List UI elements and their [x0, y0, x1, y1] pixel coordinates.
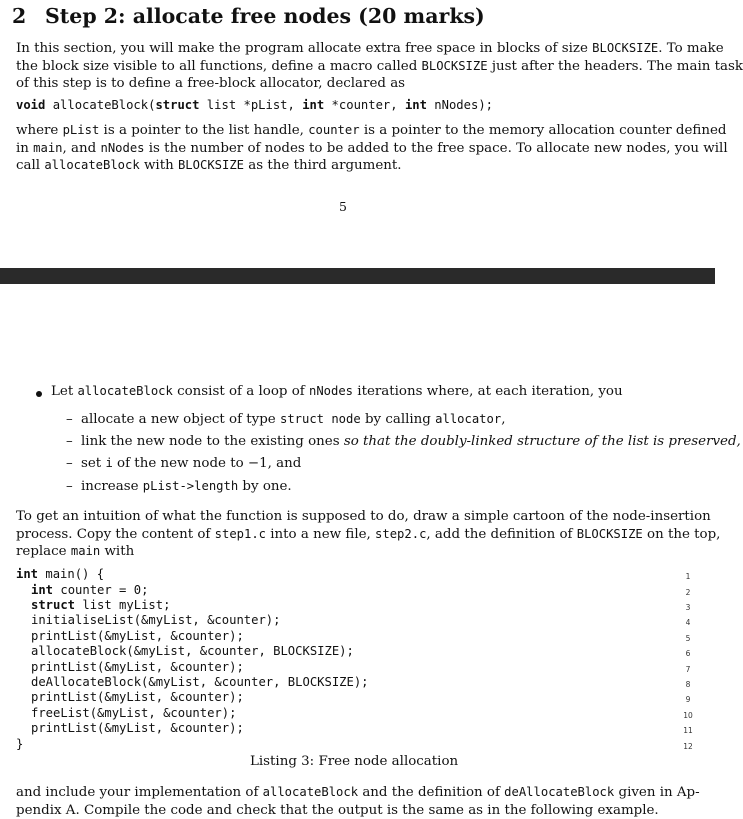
line-number: 11	[680, 726, 696, 735]
explain-line-1: where pList is a pointer to the list handle, counter is a pointer to the memory allocation counter defined	[16, 122, 676, 140]
sub-item-increase: – increase pList->length by one.	[66, 479, 292, 494]
line-number: 12	[680, 742, 696, 751]
page-break-divider	[0, 268, 715, 284]
closing-paragraph	[16, 784, 676, 819]
closing-line-2: pendix A. Compile the code and check that the output is the same as in the following example.	[16, 802, 676, 819]
sub-item-set: – set i of the new node to −1, and	[66, 456, 301, 471]
intro-line-1: In this section, you will make the program allocate extra free space in blocks of size BLOCKSIZE. To make	[16, 40, 676, 58]
line-number: 3	[680, 603, 696, 612]
line-number: 9	[680, 695, 696, 704]
line-number: 8	[680, 680, 696, 689]
intro-line-2: the block size visible to all functions, define a macro called BLOCKSIZE just after the headers. The main task	[16, 58, 676, 76]
code-line: initialiseList(&myList, &counter);	[31, 613, 280, 627]
closing-line-1: and include your implementation of allocateBlock and the definition of deAllocateBlock given in Ap-	[16, 784, 676, 802]
intuition-line-1: To get an intuition of what the function is supposed to do, draw a simple cartoon of the node-insertion	[16, 508, 676, 526]
sub-item-link: – link the new node to the existing ones so that the doubly-linked structure of the list is preserved,	[66, 434, 741, 449]
code-line: allocateBlock(&myList, &counter, BLOCKSIZE);	[31, 644, 354, 658]
line-number: 2	[680, 588, 696, 597]
section-number: 2	[12, 4, 45, 28]
code-line: printList(&myList, &counter);	[31, 721, 244, 735]
intro-line-3: of this step is to define a free-block allocator, declared as	[16, 75, 676, 93]
intuition-paragraph	[16, 508, 676, 561]
listing-caption: Listing 3: Free node allocation	[250, 754, 458, 769]
bullet-item: Let allocateBlock consist of a loop of nNodes iterations where, at each iteration, you	[51, 384, 623, 399]
function-declaration: void allocateBlock(struct list *pList, int *counter, int nNodes);	[16, 98, 493, 112]
line-number: 5	[680, 634, 696, 643]
code-line: printList(&myList, &counter);	[31, 660, 244, 674]
intuition-line-3: replace main with	[16, 543, 676, 561]
explanation-paragraph	[16, 122, 676, 175]
intro-paragraph	[16, 40, 676, 93]
explain-line-2: in main, and nNodes is the number of nodes to be added to the free space. To allocate new nodes, you will	[16, 140, 676, 158]
section-heading	[12, 4, 485, 28]
section-title: Step 2: allocate free nodes (20 marks)	[45, 4, 485, 28]
line-number: 4	[680, 618, 696, 627]
bullet-icon	[36, 391, 42, 397]
line-number: 7	[680, 665, 696, 674]
code-line: int main() {	[16, 567, 104, 581]
code-line: deAllocateBlock(&myList, &counter, BLOCKSIZE);	[31, 675, 369, 689]
code-line: struct list myList;	[31, 598, 170, 612]
line-number: 10	[680, 711, 696, 720]
code-line: printList(&myList, &counter);	[31, 629, 244, 643]
code-line: int counter = 0;	[31, 583, 148, 597]
code-line: freeList(&myList, &counter);	[31, 706, 236, 720]
explain-line-3: call allocateBlock with BLOCKSIZE as the third argument.	[16, 157, 676, 175]
sub-item-allocate: – allocate a new object of type struct node by calling allocator,	[66, 412, 505, 427]
code-line: printList(&myList, &counter);	[31, 690, 244, 704]
intuition-line-2: process. Copy the content of step1.c into a new file, step2.c, add the definition of BLOCKSIZE on the top,	[16, 526, 676, 544]
code-line: }	[16, 737, 23, 751]
line-number: 1	[680, 572, 696, 581]
page-number: 5	[339, 199, 347, 214]
line-number: 6	[680, 649, 696, 658]
